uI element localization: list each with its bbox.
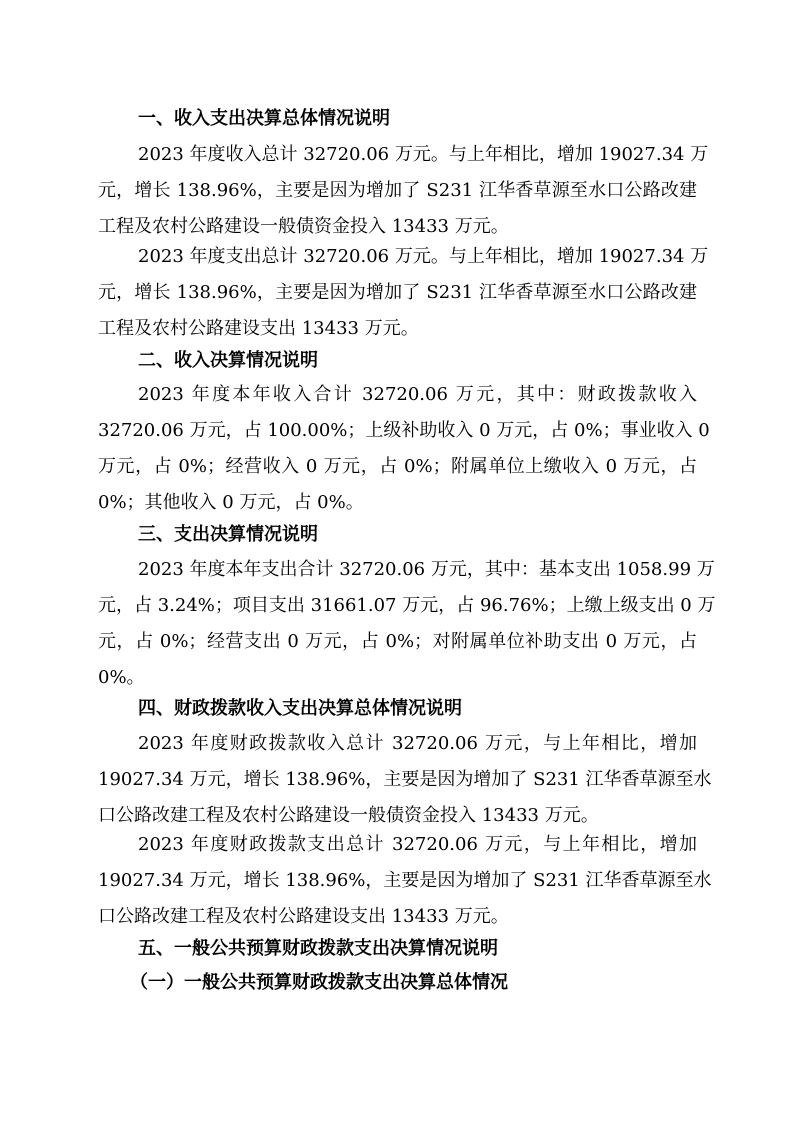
text-line: 2023 年度收入总计 32720.06 万元。与上年相比，增加 19027.34 万	[138, 144, 709, 165]
text-line: 32720.06 万元，占 100.00%；上级补助收入 0 万元，占 0%；事业收入 0	[98, 420, 710, 441]
text-line: 2023 年度财政拨款收入总计 32720.06 万元，与上年相比，增加	[138, 733, 697, 754]
section1-heading: 一、收入支出决算总体情况说明	[138, 108, 390, 129]
text-line: 元，增长 138.96%，主要是因为增加了 S231 江华香草源至水口公路改建	[98, 282, 697, 303]
text-line: 0%。	[98, 667, 145, 688]
text-line: 元，增长 138.96%，主要是因为增加了 S231 江华香草源至水口公路改建	[98, 180, 697, 201]
text-line: 19027.34 万元，增长 138.96%，主要是因为增加了 S231 江华香草源至水	[98, 870, 712, 891]
section4-heading: 四、财政拨款收入支出决算总体情况说明	[138, 698, 462, 719]
text-line: 工程及农村公路建设支出 13433 万元。	[98, 318, 419, 339]
text-line: 2023 年度本年收入合计 32720.06 万元，其中：财政拨款收入	[138, 384, 697, 405]
text-line: 口公路改建工程及农村公路建设一般债资金投入 13433 万元。	[98, 805, 599, 826]
text-line: 2023 年度财政拨款支出总计 32720.06 万元，与上年相比，增加	[138, 834, 697, 855]
text-line: 元，占 3.24%；项目支出 31661.07 万元，占 96.76%；上缴上级支出 0 万	[98, 595, 716, 616]
text-line: 口公路改建工程及农村公路建设支出 13433 万元。	[98, 906, 509, 927]
section5-subheading: （一）一般公共预算财政拨款支出决算总体情况	[130, 972, 508, 993]
text-line: 2023 年度本年支出合计 32720.06 万元，其中：基本支出 1058.99 万	[138, 559, 715, 580]
text-line: 0%；其他收入 0 万元，占 0%。	[98, 492, 364, 513]
text-line: 工程及农村公路建设一般债资金投入 13433 万元。	[98, 216, 509, 237]
text-line: 19027.34 万元，增长 138.96%，主要是因为增加了 S231 江华香草源至水	[98, 769, 712, 790]
section5-heading: 五、一般公共预算财政拨款支出决算情况说明	[138, 938, 498, 959]
text-line: 万元，占 0%；经营收入 0 万元，占 0%；附属单位上缴收入 0 万元，占	[98, 456, 697, 477]
text-line: 2023 年度支出总计 32720.06 万元。与上年相比，增加 19027.34 万	[138, 246, 709, 267]
text-line: 元，占 0%；经营支出 0 万元，占 0%；对附属单位补助支出 0 万元，占	[98, 631, 697, 652]
section2-heading: 二、收入决算情况说明	[138, 350, 318, 371]
section3-heading: 三、支出决算情况说明	[138, 524, 318, 545]
